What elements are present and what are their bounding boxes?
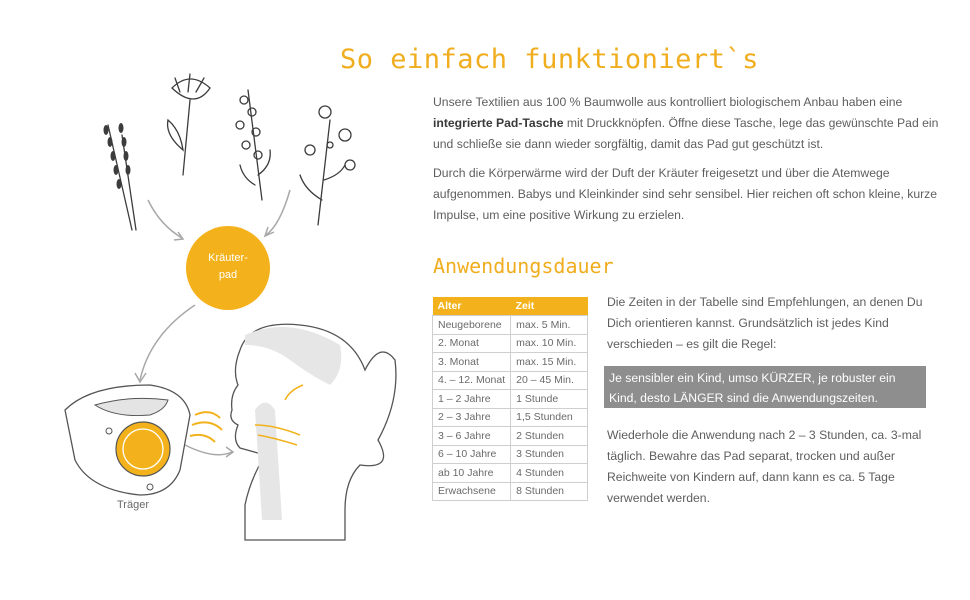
- cell-age: 3 – 6 Jahre: [433, 427, 511, 446]
- repeat-paragraph: Wiederhole die Anwendung nach 2 – 3 Stunden, ca. 3-mal täglich. Bewahre das Pad separat, trocken und außer Reichweite von Kindern auf, dann kann es ca. 5 Tage verwendet werden.: [607, 428, 922, 505]
- table-row: [433, 334, 588, 353]
- cell-age: Neugeborene: [433, 316, 511, 335]
- illustration: [0, 0, 420, 600]
- header-age: Alter: [433, 297, 511, 316]
- cell-time: 2 Stunden: [511, 427, 588, 446]
- table-row: [433, 482, 588, 501]
- cell-age: 2 – 3 Jahre: [433, 408, 511, 427]
- intro-text: [433, 92, 953, 234]
- intro-p1-bold: integrierte Pad-Tasche: [433, 116, 564, 130]
- cell-age: 2. Monat: [433, 334, 511, 353]
- cell-age: 1 – 2 Jahre: [433, 390, 511, 409]
- page-title: So einfach funktioniert`s: [340, 44, 759, 75]
- section-title: Anwendungsdauer: [433, 254, 614, 278]
- table-row: [433, 408, 588, 427]
- herb-pad-label: [188, 250, 268, 284]
- cell-age: 3. Monat: [433, 353, 511, 372]
- cell-time: max. 15 Min.: [511, 353, 588, 372]
- intro-paragraph-2: Durch die Körperwärme wird der Duft der Kräuter freigesetzt und über die Atemwege aufgenommen. Babys und Kleinkinder sind sehr sensibel. Hier reichen oft schon kleine, kurze Impulse, um eine positive Wirkung zu erzielen.: [433, 166, 938, 222]
- herb-pad-label-line-2: pad: [218, 269, 238, 281]
- herb-pad-label-line-1: Kräuter-: [208, 252, 248, 264]
- table-row: [433, 427, 588, 446]
- table-header-row: [433, 297, 588, 316]
- cell-age: 4. – 12. Monat: [433, 371, 511, 390]
- cell-time: 20 – 45 Min.: [511, 371, 588, 390]
- table-row: [433, 464, 588, 483]
- scent-waves: [190, 412, 222, 442]
- cell-time: 8 Stunden: [511, 482, 588, 501]
- recommendation-paragraph: Die Zeiten in der Tabelle sind Empfehlungen, an denen Du Dich orientieren kannst. Grundsätzlich ist jedes Kind verschieden – es gilt die Regel:: [607, 295, 923, 351]
- cell-time: 4 Stunden: [511, 464, 588, 483]
- table-row: [433, 371, 588, 390]
- child-illustration: [231, 324, 396, 540]
- table-row: [433, 445, 588, 464]
- repeat-instructions: [607, 425, 937, 509]
- table-row: [433, 390, 588, 409]
- cell-time: 3 Stunden: [511, 445, 588, 464]
- cell-age: ab 10 Jahre: [433, 464, 511, 483]
- header-time: Zeit: [511, 297, 588, 316]
- cell-time: max. 5 Min.: [511, 316, 588, 335]
- intro-paragraph-1: [433, 92, 953, 155]
- cell-age: Erwachsene: [433, 482, 511, 501]
- table-row: [433, 353, 588, 372]
- carrier-label: Träger: [117, 499, 149, 511]
- cell-time: max. 10 Min.: [511, 334, 588, 353]
- recommendation-text: [607, 292, 937, 355]
- herbs-illustration: [104, 74, 356, 230]
- rule-highlight: Je sensibler ein Kind, umso KÜRZER, je robuster ein Kind, desto LÄNGER sind die Anwendungszeiten.: [604, 366, 926, 408]
- cell-time: 1 Stunde: [511, 390, 588, 409]
- intro-p1-start: Unsere Textilien aus 100 % Baumwolle aus kontrolliert biologischem Anbau haben eine: [433, 95, 903, 109]
- cell-time: 1,5 Stunden: [511, 408, 588, 427]
- table-row: [433, 316, 588, 335]
- carrier-illustration: [65, 385, 190, 495]
- duration-table: [432, 297, 588, 501]
- cell-age: 6 – 10 Jahre: [433, 445, 511, 464]
- intro-p1-end: mit Druckknöpfen. Öffne diese Tasche, lege das gewünschte Pad ein und schließe sie dann wieder sorgfältig, damit das Pad gut geschützt ist.: [433, 116, 939, 151]
